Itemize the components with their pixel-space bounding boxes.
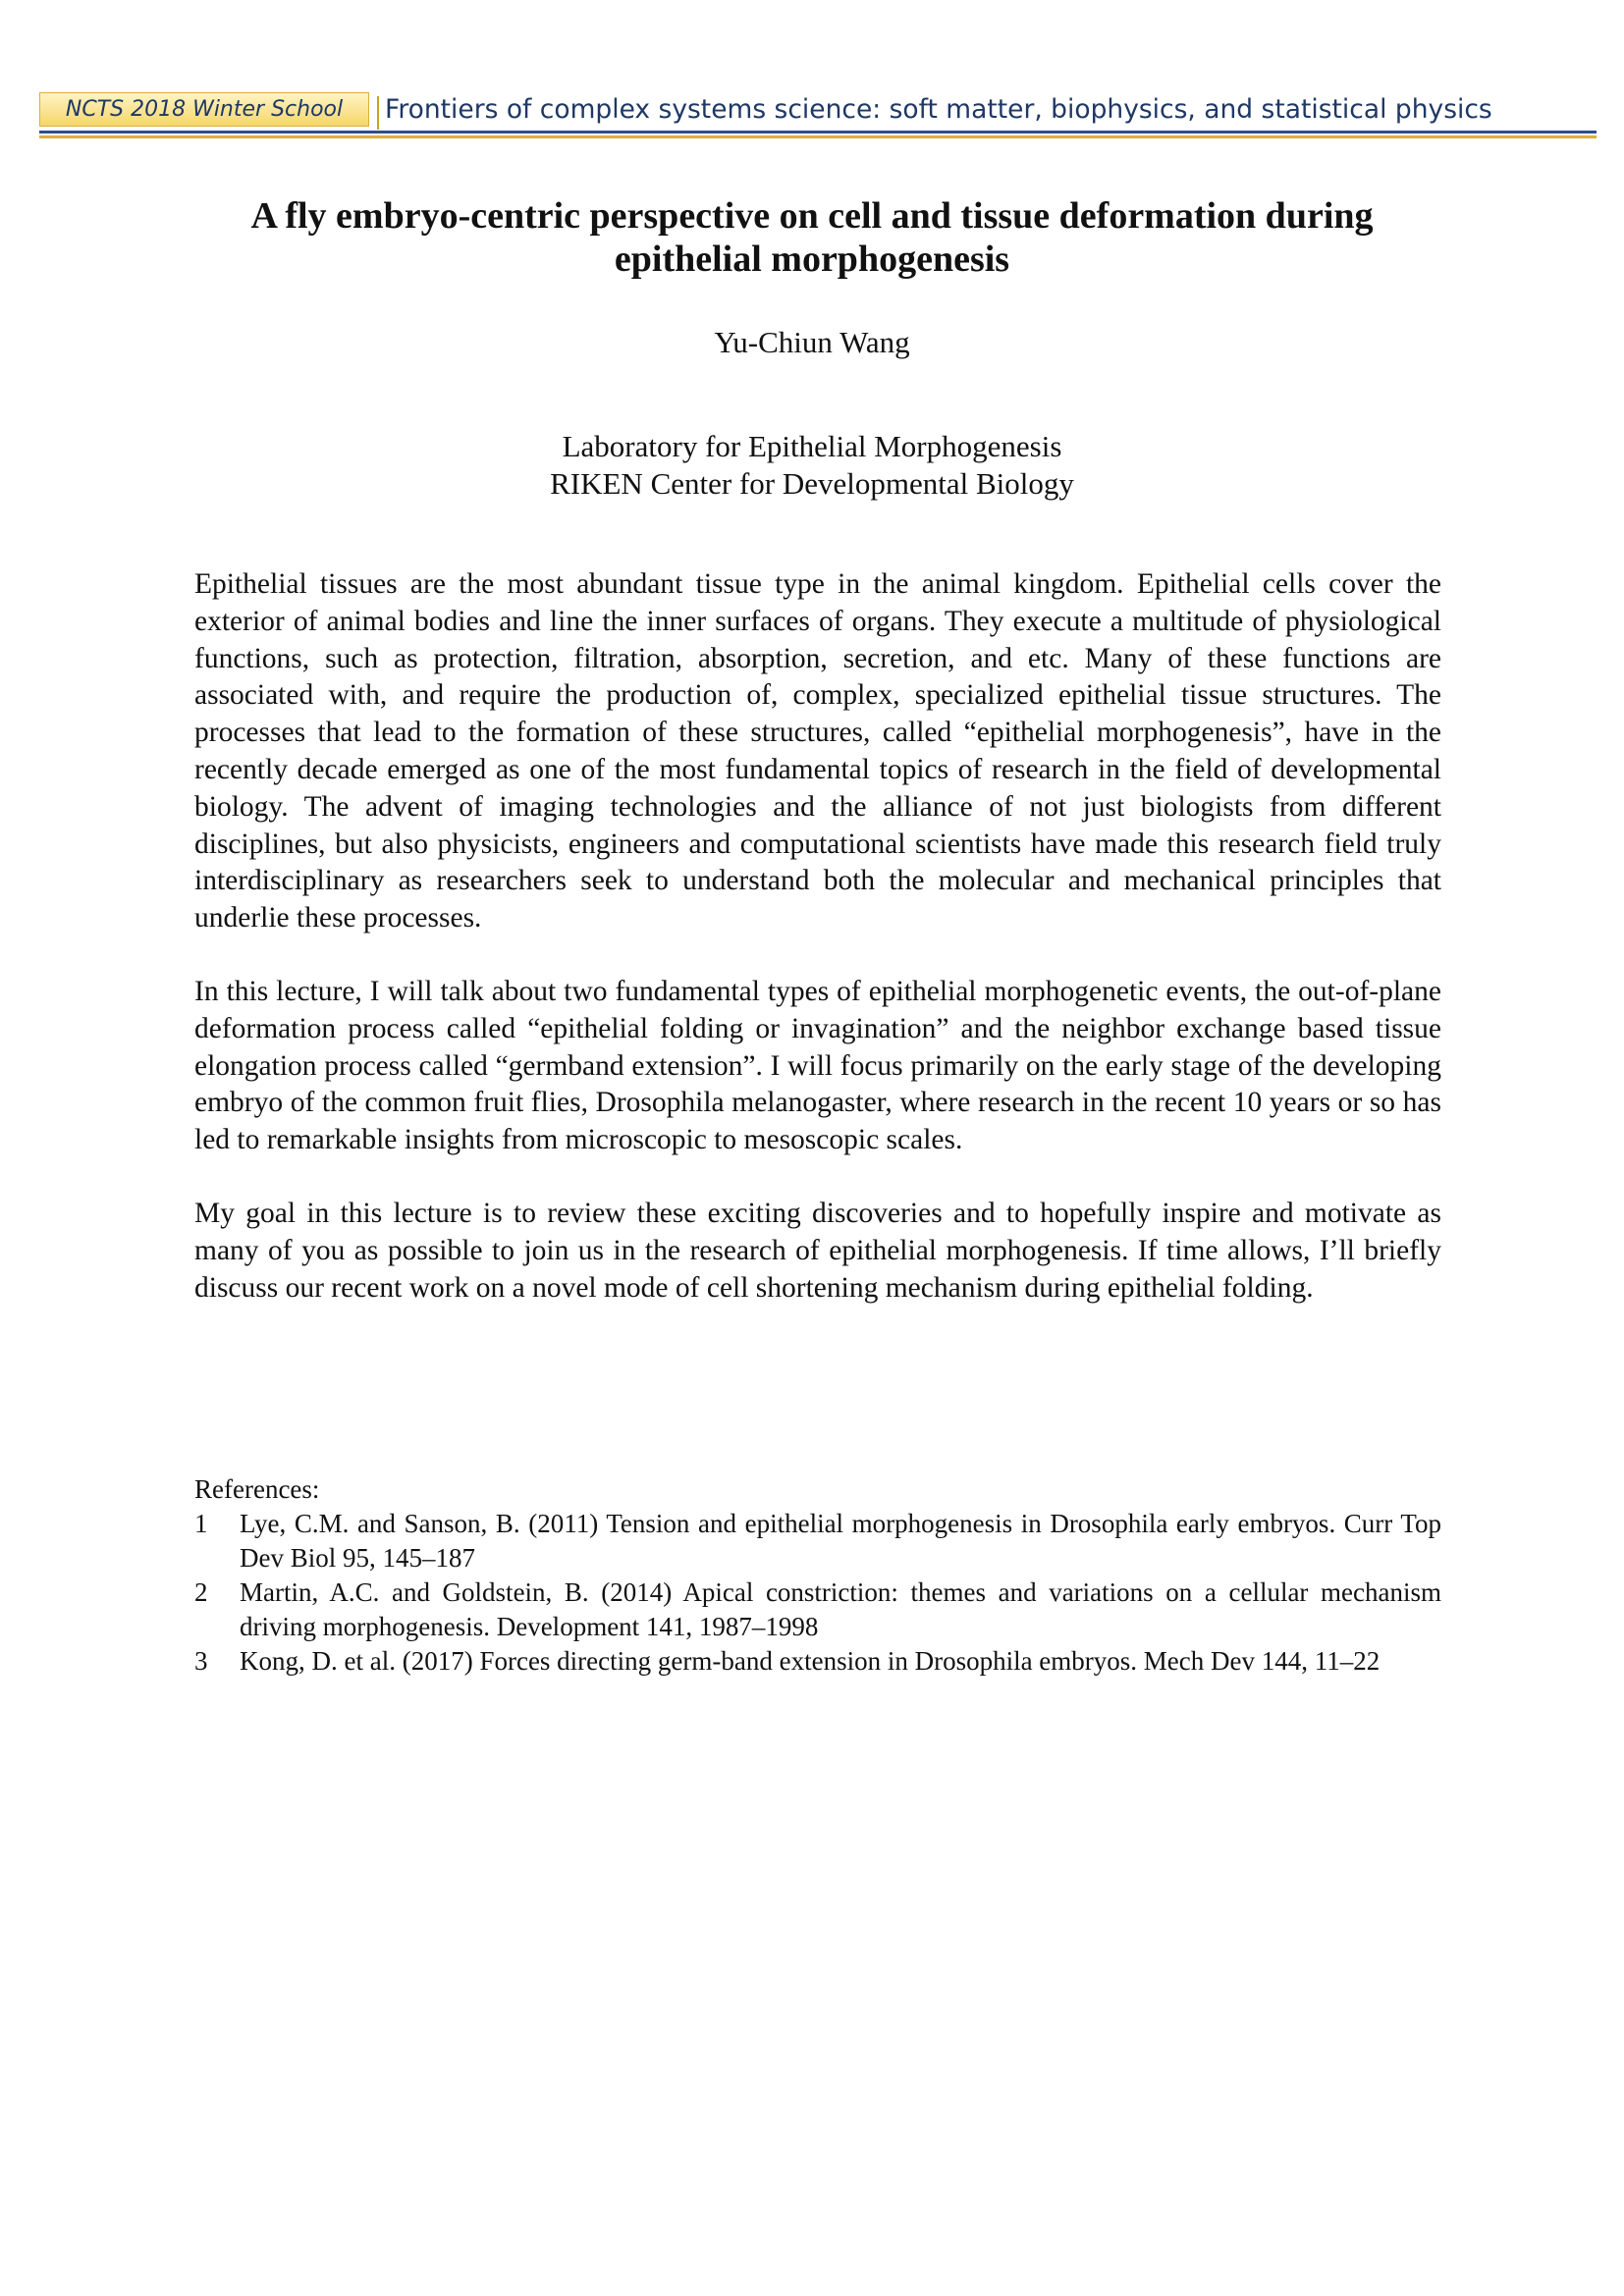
reference-item [194, 1507, 1441, 1575]
paragraph-1: Epithelial tissues are the most abundant tissue type in the animal kingdom. Epithelial cells cover the exterior of animal bodies and line the inner surfaces of organs. They execute a multitude of physiological functions, such as protection, filtration, absorption, secretion, and etc. Many of these functions are associated with, and require the production of, complex, specialized epithelial tissue structures. The processes that lead to the formation of these structures, called “epithelial morphogenesis”, have in the recently decade emerged as one of the most fundamental topics of research in the field of developmental biology. The advent of imaging technologies and the alliance of not just biologists from different disciplines, but also physicists, engineers and computational scientists have made this research field truly interdisciplinary as researchers seek to understand both the molecular and mechanical principles that underlie these processes. [194, 568, 1441, 934]
affiliation-institute: RIKEN Center for Developmental Biology [550, 466, 1074, 501]
page-header [39, 90, 1597, 139]
paragraph-2: In this lecture, I will talk about two fundamental types of epithelial morphogenetic events, the out-of-plane deformation process called “epithelial folding or invagination” and the neighbor exchange based tissue elongation process called “germband extension”. I will focus primarily on the early stage of the developing embryo of the common fruit flies, Drosophila melanogaster, where research in the recent 10 years or so has led to remarkable insights from microscopic to mesoscopic scales. [194, 975, 1441, 1156]
school-badge: NCTS 2018 Winter School [39, 92, 369, 127]
header-rule-gold [39, 135, 1597, 138]
paragraph-3: My goal in this lecture is to review these exciting discoveries and to hopefully inspire and motivate as many of you as possible to join us in the research of epithelial morphogenesis. If time allows, I’ll briefly discuss our recent work on a novel mode of cell shortening mechanism during epithelial folding. [194, 1197, 1441, 1304]
author-name: Yu-Chiun Wang [714, 325, 910, 359]
references-list [194, 1507, 1441, 1679]
reference-item [194, 1575, 1441, 1644]
affiliation-lab: Laboratory for Epithelial Morphogenesis [562, 429, 1062, 463]
abstract-body [194, 566, 1441, 1343]
document-title: A fly embryo-centric perspective on cell and tissue deformation during epithelial morphogenesis [250, 195, 1374, 280]
reference-item [194, 1644, 1441, 1679]
affiliation [196, 428, 1428, 503]
header-rule-blue [39, 131, 1597, 133]
header-divider [377, 96, 379, 130]
reference-number: 3 [194, 1646, 208, 1676]
reference-text: Lye, C.M. and Sanson, B. (2011) Tension and epithelial morphogenesis in Drosophila early embryos. Curr Top Dev Biol 95, 145–187 [240, 1509, 1441, 1573]
series-title: Frontiers of complex systems science: soft matter, biophysics, and statistical physics [385, 94, 1492, 125]
references-section [194, 1472, 1441, 1679]
reference-text: Martin, A.C. and Goldstein, B. (2014) Apical constriction: themes and variations on a cellular mechanism driving morphogenesis. Development 141, 1987–1998 [240, 1577, 1441, 1641]
reference-number: 1 [194, 1509, 208, 1538]
references-heading: References: [194, 1474, 320, 1504]
reference-number: 2 [194, 1577, 208, 1607]
reference-text: Kong, D. et al. (2017) Forces directing germ-band extension in Drosophila embryos. Mech Dev 144, 11–22 [240, 1646, 1380, 1676]
